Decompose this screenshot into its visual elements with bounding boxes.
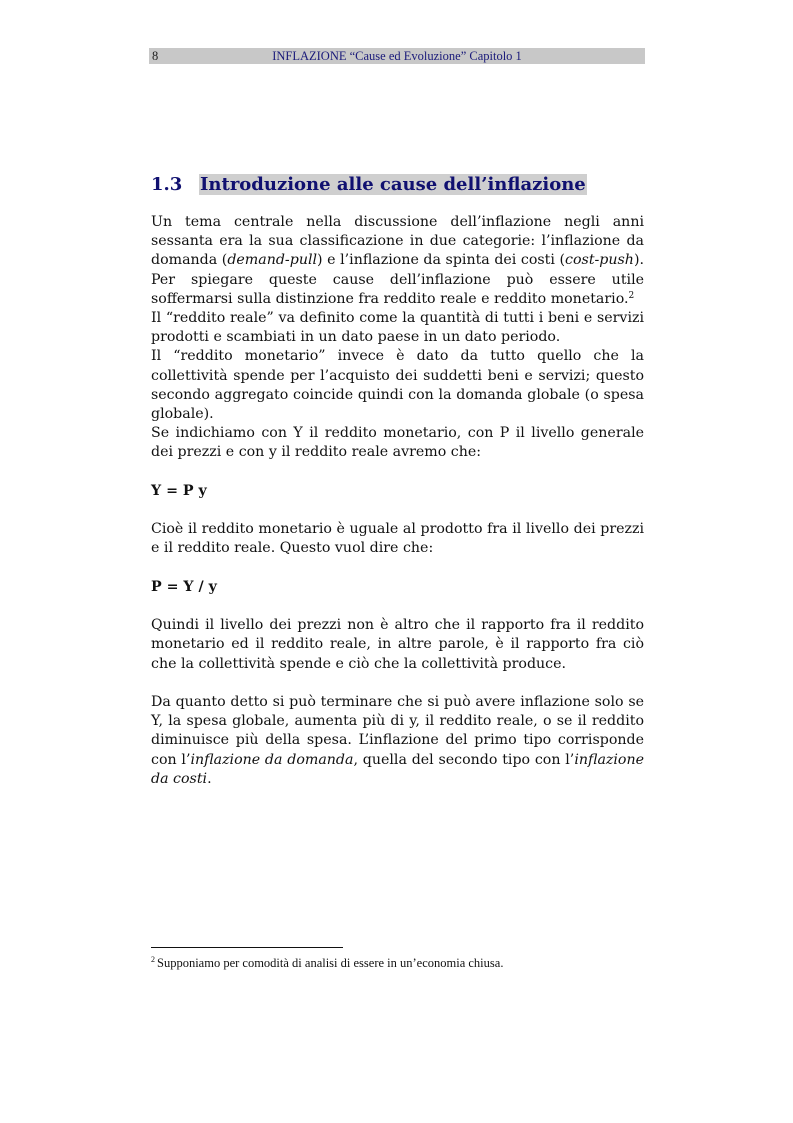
footnote-reference: 2 <box>628 290 635 301</box>
term-demand-pull: demand-pull <box>227 252 318 269</box>
paragraph-3: Il “reddito monetario” invece è dato da tutto quello che la collettività spende per l’acquisto dei suddetti beni e servizi; questo secondo aggregato coincide quindi con la domanda globale (o spesa globale). <box>151 348 644 423</box>
footnote-mark: 2 <box>151 955 155 964</box>
section-heading <box>151 172 587 198</box>
footnote-divider <box>151 947 343 948</box>
term-cost-inflation: inflazione da costi <box>151 751 645 787</box>
footnote-text: Supponiamo per comodità di analisi di essere in un’economia chiusa. <box>157 956 504 970</box>
page-number: 8 <box>152 49 159 63</box>
paragraph-2: Il “reddito reale” va definito come la quantità di tutti i beni e servizi prodotti e scambiati in un dato paese in un dato periodo. <box>151 310 644 346</box>
section-number: 1.3 <box>151 174 183 195</box>
formula-income: Y = P y <box>151 482 207 499</box>
section-title: Introduzione alle cause dell’inflazione <box>200 174 586 195</box>
paragraph-1 <box>151 213 644 309</box>
footnote <box>151 955 644 972</box>
paragraph-5: Cioè il reddito monetario è uguale al prodotto fra il livello dei prezzi e il reddito reale. Questo vuol dire che: <box>151 521 644 557</box>
term-demand-inflation: inflazione da domanda <box>190 751 354 768</box>
paragraph-7-text-b: , quella del secondo tipo con l’ <box>353 751 575 768</box>
paragraph-gap <box>151 674 644 693</box>
paragraph-1-text-c: ). Per spiegare queste cause dell’inflazione può essere utile soffermarsi sulla distinzione fra reddito reale e reddito monetario. <box>151 252 644 307</box>
paragraph-7-text-a: Da quanto detto si può terminare che si può avere inflazione solo se Y, la spesa globale, aumenta più di y, il reddito reale, o se il reddito diminuisce più della spesa. L’inflazione del primo tipo corrisponde con l’ <box>151 694 644 768</box>
paragraph-1-text-b: ) e l’inflazione da spinta dei costi ( <box>317 252 566 269</box>
paragraph-1-text-a: Un tema centrale nella discussione dell’inflazione negli anni sessanta era la sua classificazione in due categorie: l’inflazione da domanda ( <box>151 214 644 269</box>
term-cost-push: cost-push <box>565 252 634 269</box>
paragraph-6: Quindi il livello dei prezzi non è altro che il rapporto fra il reddito monetario ed il reddito reale, in altre parole, è il rapporto fra ciò che la collettività spende e ciò che la collettività produce. <box>151 617 644 672</box>
formula-prices: P = Y / y <box>151 578 217 595</box>
paragraph-7 <box>151 693 644 789</box>
header-title: INFLAZIONE “Cause ed Evoluzione” Capitolo 1 <box>272 49 522 63</box>
paragraph-4: Se indichiamo con Y il reddito monetario, con P il livello generale dei prezzi e con y il reddito reale avremo che: <box>151 425 644 461</box>
running-header <box>149 48 645 64</box>
body-text <box>151 213 644 789</box>
paragraph-7-text-c: . <box>207 770 212 787</box>
